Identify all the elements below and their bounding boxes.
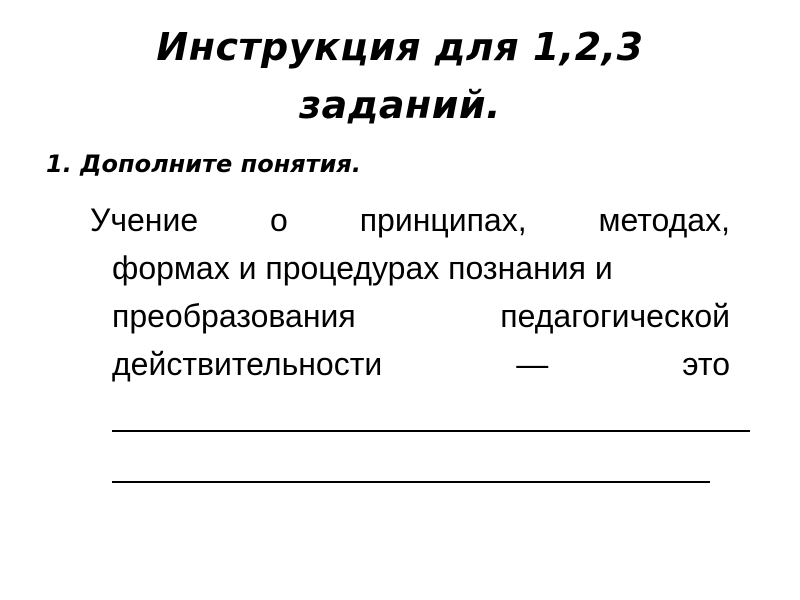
task-word: Учение: [90, 202, 199, 238]
task-word: это: [682, 346, 730, 382]
task-heading: 1. Дополните понятия.: [46, 150, 361, 178]
slide-title-line-1: Инструкция для 1,2,3: [156, 25, 644, 69]
task-word: о: [270, 202, 288, 238]
answer-blank-line-1: [112, 430, 750, 432]
task-text-line-3: [90, 292, 730, 340]
task-phrase: формах и процедурах познания и: [112, 250, 613, 286]
task-word: преобразования: [112, 298, 356, 334]
task-word: методах,: [598, 202, 730, 238]
answer-blank-line-2: [112, 481, 710, 483]
task-word: действительности: [112, 346, 383, 382]
slide-title-line-2: заданий.: [299, 83, 501, 127]
task-text: [90, 196, 750, 388]
task-text-line-2: [90, 244, 750, 292]
task-dash: —: [516, 346, 549, 382]
task-word: принципах,: [359, 202, 527, 238]
task-text-line-4: [90, 340, 730, 388]
task-text-line-1: [90, 196, 730, 244]
task-word: педагогической: [500, 298, 730, 334]
slide-title: [60, 18, 740, 134]
